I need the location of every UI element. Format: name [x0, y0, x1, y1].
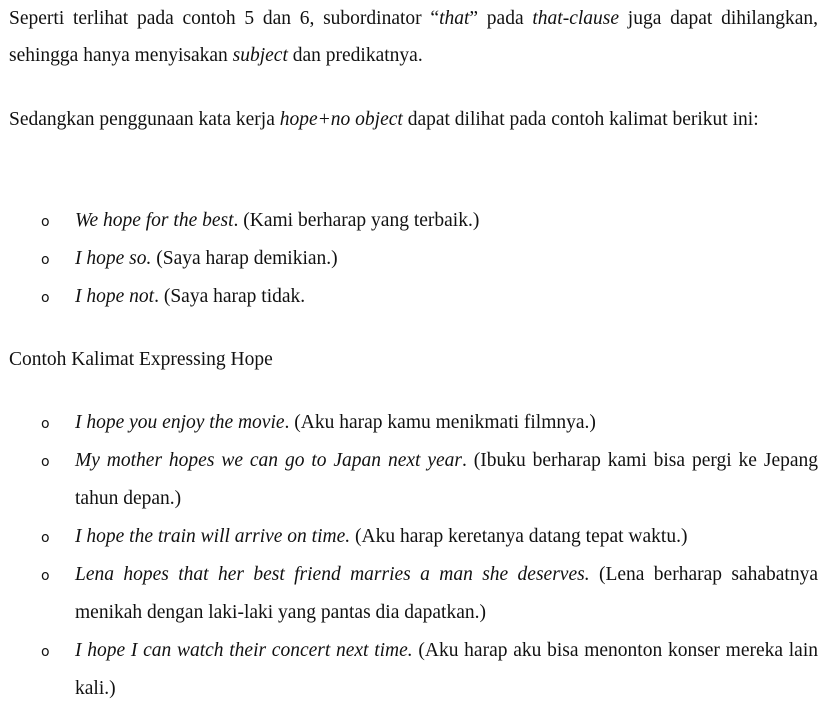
circle-bullet-icon: o — [41, 290, 50, 306]
example-translation: . (Aku harap kamu menikmati filmnya.) — [284, 412, 596, 433]
italic-term: that — [439, 8, 470, 29]
example-english: My mother hopes we can go to Japan next year — [75, 450, 462, 471]
list-item — [9, 556, 818, 632]
example-english: Lena hopes that her best friend marries a man she deserves. — [75, 564, 590, 585]
text-run: juga dapat dihilangkan, sehingga hanya menyisakan — [9, 8, 819, 66]
example-translation: . (Saya harap tidak. — [154, 286, 306, 307]
example-translation: (Aku harap aku bisa menonton konser mereka lain kali.) — [75, 640, 818, 699]
text-run: ” pada — [469, 8, 533, 29]
example-english: I hope so. — [75, 248, 152, 269]
example-list-no-object — [9, 202, 818, 316]
circle-bullet-icon: o — [41, 214, 50, 230]
list-item — [9, 278, 818, 316]
example-translation: . (Ibuku berharap kami bisa pergi ke Jepang tahun depan.) — [75, 450, 819, 509]
example-translation: (Saya harap demikian.) — [151, 248, 338, 269]
example-english: I hope I can watch their concert next time. — [75, 640, 413, 661]
example-english: I hope not — [75, 286, 155, 307]
list-item — [9, 632, 818, 708]
paragraph-hope-no-object — [9, 101, 818, 138]
list-item — [9, 442, 818, 518]
text-run: Seperti terlihat pada contoh 5 dan 6, subordinator “ — [9, 8, 440, 29]
list-item — [9, 404, 818, 442]
italic-term: subject — [232, 45, 288, 66]
example-english: I hope you enjoy the movie — [75, 412, 285, 433]
section-heading: Contoh Kalimat Expressing Hope — [9, 349, 273, 370]
example-translation: (Aku harap keretanya datang tepat waktu.) — [350, 526, 688, 547]
italic-term: that-clause — [532, 8, 620, 29]
text-run: dan predikatnya. — [287, 45, 423, 66]
circle-bullet-icon: o — [41, 252, 50, 268]
circle-bullet-icon: o — [41, 454, 50, 470]
text-run: dapat dilihat pada contoh kalimat berikut ini: — [402, 109, 759, 130]
example-english: I hope the train will arrive on time. — [75, 526, 351, 547]
text-run: Sedangkan penggunaan kata kerja — [9, 109, 280, 130]
example-english: We hope for the best — [75, 210, 234, 231]
paragraph-that-clause — [9, 0, 818, 74]
example-translation: . (Kami berharap yang terbaik.) — [233, 210, 480, 231]
circle-bullet-icon: o — [41, 644, 50, 660]
circle-bullet-icon: o — [41, 530, 50, 546]
list-item — [9, 240, 818, 278]
list-item — [9, 202, 818, 240]
circle-bullet-icon: o — [41, 416, 50, 432]
circle-bullet-icon: o — [41, 568, 50, 584]
example-translation: (Lena berharap sahabatnya menikah dengan laki-laki yang pantas dia dapatkan.) — [75, 564, 818, 623]
italic-term: hope+no object — [279, 109, 403, 130]
example-list-expressing-hope — [9, 404, 818, 708]
list-item — [9, 518, 818, 556]
